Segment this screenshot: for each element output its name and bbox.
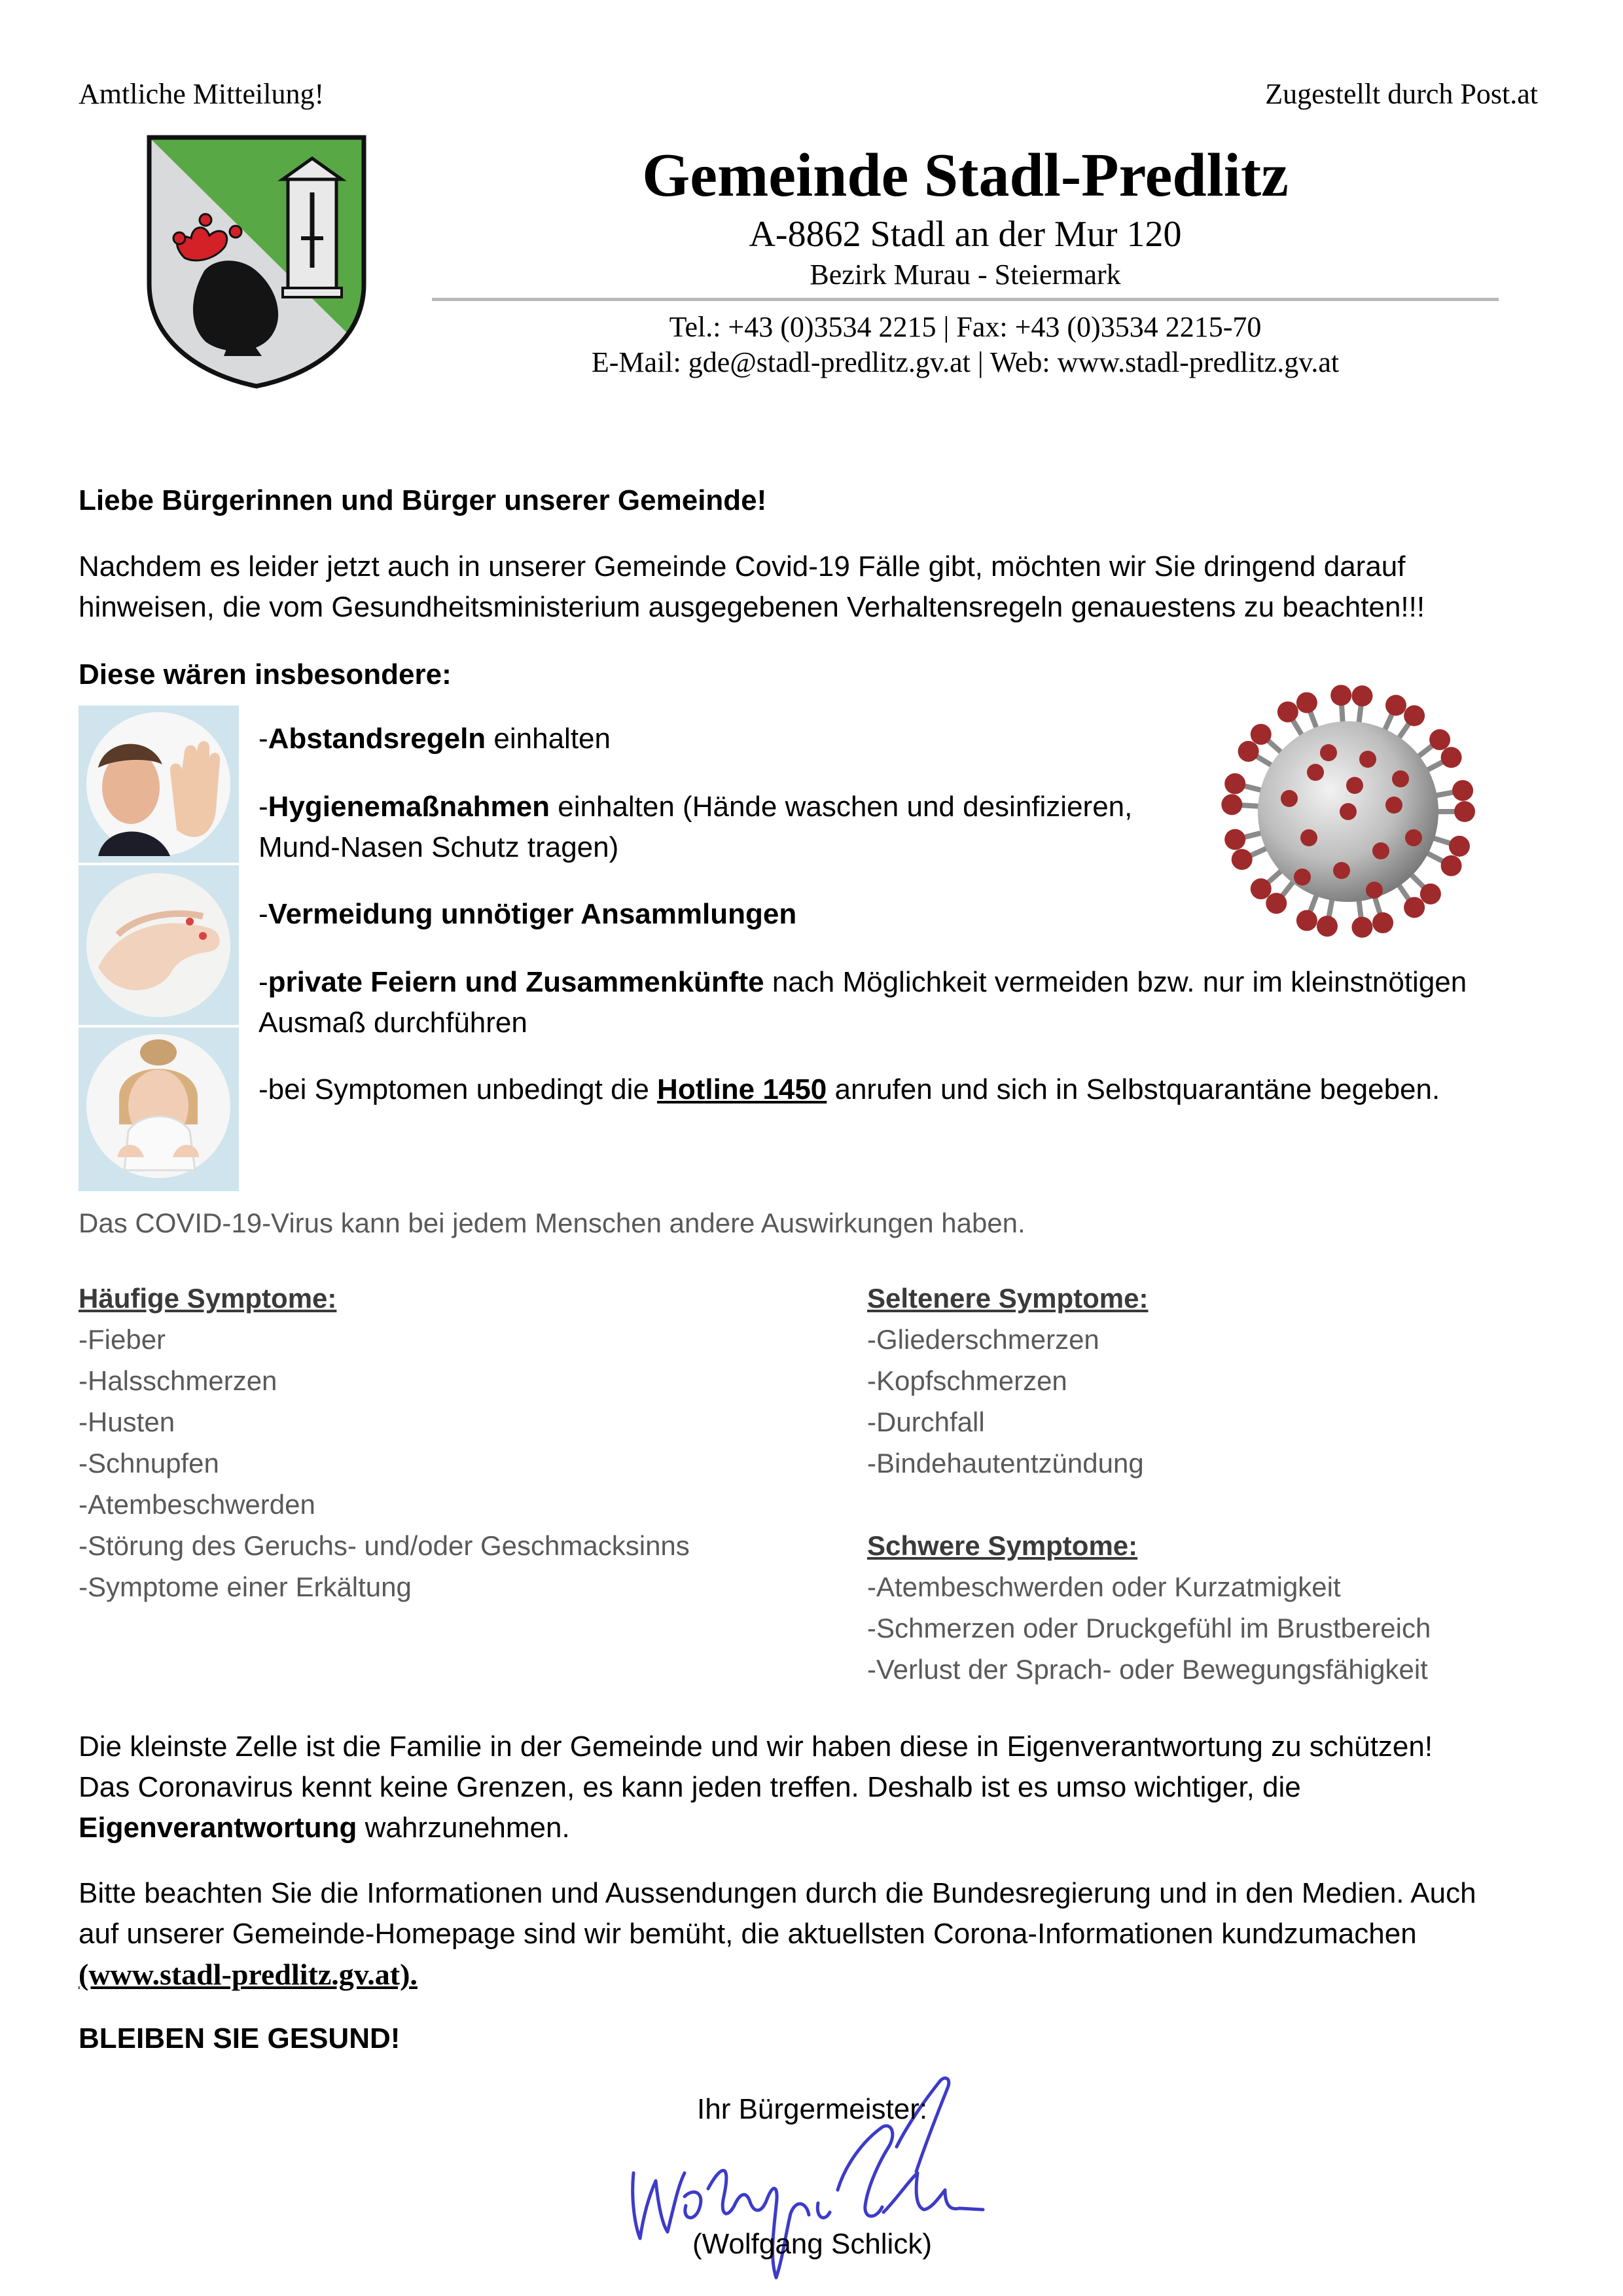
rule-keyword: Vermeidung unnötiger Ansammlungen <box>268 898 797 930</box>
rule-text-continued: Mund-Nasen Schutz tragen) <box>259 831 619 863</box>
rule-text-continued: Ausmaß durchführen <box>259 1007 527 1039</box>
coat-of-arms-icon <box>145 134 368 389</box>
symptom-item: -Atembeschwerden oder Kurzatmigkeit <box>867 1571 1341 1602</box>
hotline-text-after: anrufen und sich in Selbstquarantäne begeben. <box>827 1073 1440 1105</box>
intro-line: hinweisen, die vom Gesundheitsministerium ausgegebenen Verhaltensregeln genauestens zu beachten!!! <box>79 591 1425 623</box>
sneezing-woman-photo <box>86 1034 230 1178</box>
rule-keyword: Hygienemaßnahmen <box>268 791 550 823</box>
virus-spike-head <box>1296 692 1317 713</box>
covid-note: Das COVID-19-Virus kann bei jedem Menschen andere Auswirkungen haben. <box>79 1208 1026 1238</box>
paragraph-line: Die kleinste Zelle ist die Familie in der Gemeinde und wir haben diese in Eigenverantwortung zu schützen! <box>79 1731 1433 1763</box>
rule-keyword: private Feiern und Zusammenkünfte <box>268 966 764 998</box>
paragraph-line <box>79 1954 1610 1996</box>
rule-prefix: - <box>259 791 268 823</box>
virus-surface-protein <box>1392 770 1409 787</box>
common-symptoms-title: Häufige Symptome: <box>79 1283 337 1314</box>
rule-item <box>259 787 1567 868</box>
paragraph-line <box>79 1808 1584 1848</box>
virus-surface-protein <box>1294 869 1311 886</box>
symptom-item: -Atembeschwerden <box>79 1489 315 1520</box>
rule-text: nach Möglichkeit vermeiden bzw. nur im kleinstnötigen <box>764 966 1467 998</box>
rule-prefix: - <box>259 723 268 755</box>
rare-symptoms-title: Seltenere Symptome: <box>867 1283 1149 1314</box>
rule-prefix: - <box>259 966 268 998</box>
municipality-address: A-8862 Stadl an der Mur 120 <box>749 214 1182 255</box>
symptom-item: -Durchfall <box>867 1407 985 1437</box>
paragraph-text: wahrzunehmen. <box>357 1812 570 1844</box>
virus-spike-head <box>1330 685 1351 706</box>
hygiene-photo-strip <box>79 706 239 1191</box>
symptom-item: -Verlust der Sprach- oder Bewegungsfähigkeit <box>867 1654 1428 1685</box>
symptom-item: -Halsschmerzen <box>79 1365 277 1396</box>
symptom-item: -Kopfschmerzen <box>867 1365 1067 1396</box>
rule-text: einhalten (Hände waschen und desinfizieren, <box>550 791 1133 823</box>
hotline-rule <box>259 1069 1567 1110</box>
municipality-name: Gemeinde Stadl-Predlitz <box>642 141 1289 209</box>
intro-line: Nachdem es leider jetzt auch in unserer Gemeinde Covid-19 Fälle gibt, möchten wir Sie dringend darauf <box>79 550 1406 583</box>
symptom-item: -Schmerzen oder Druckgefühl im Brustbereich <box>867 1613 1431 1643</box>
symptom-item: -Schnupfen <box>79 1448 219 1479</box>
rule-keyword: Abstandsregeln <box>268 723 486 755</box>
homepage-link[interactable]: (www.stadl-predlitz.gv.at). <box>79 1958 418 1991</box>
rules-heading: Diese wären insbesondere: <box>79 658 452 691</box>
hand-washing-photo <box>86 873 230 1017</box>
paragraph-line: Bitte beachten Sie die Informationen und Aussendungen durch die Bundesregierung und in den Medien. Auch <box>79 1877 1476 1909</box>
intro-paragraph <box>79 547 1571 628</box>
symptom-item: -Störung des Geruchs- und/oder Geschmacksinns <box>79 1530 690 1561</box>
postal-delivery-label: Zugestellt durch Post.at <box>1265 78 1538 110</box>
hygiene-photos <box>79 706 239 1191</box>
greeting: Liebe Bürgerinnen und Bürger unserer Gemeinde! <box>79 484 767 516</box>
virus-surface-protein <box>1307 764 1324 781</box>
rule-item <box>259 962 1567 1043</box>
symptom-item: -Symptome einer Erkältung <box>79 1571 412 1602</box>
official-notice-label: Amtliche Mitteilung! <box>79 78 325 110</box>
rule-item <box>259 719 1567 759</box>
virus-spike-head <box>1385 695 1406 716</box>
rule-text: einhalten <box>486 723 611 755</box>
stop-hand-photo <box>86 712 230 856</box>
rule-item <box>259 894 1567 935</box>
common-symptoms <box>79 1278 690 1607</box>
symptom-item: -Gliederschmerzen <box>867 1324 1099 1355</box>
contact-email-web: E-Mail: gde@stadl-predlitz.gv.at | Web: www.stadl-predlitz.gv.at <box>591 346 1340 378</box>
closing-slogan: BLEIBEN SIE GESUND! <box>79 2022 401 2054</box>
family-paragraph <box>79 1727 1584 1848</box>
paragraph-line: Das Coronavirus kennt keine Grenzen, es kann jeden treffen. Deshalb ist es umso wichtiger, die <box>79 1771 1301 1803</box>
severe-symptoms <box>867 1525 1431 1690</box>
hotline-number: Hotline 1450 <box>657 1073 827 1105</box>
symptom-item: -Husten <box>79 1407 175 1437</box>
severe-symptoms-title: Schwere Symptome: <box>867 1530 1138 1561</box>
mayor-label: Ihr Bürgermeister: <box>697 2093 928 2125</box>
rare-symptoms <box>867 1278 1148 1484</box>
municipality-region: Bezirk Murau - Steiermark <box>810 259 1121 291</box>
virus-spike-head <box>1351 685 1372 706</box>
symptom-item: -Fieber <box>79 1324 166 1355</box>
symptom-item: -Bindehautentzündung <box>867 1448 1144 1479</box>
paragraph-line: auf unserer Gemeinde-Homepage sind wir bemüht, die aktuellsten Corona-Informationen kundzumachen <box>79 1918 1417 1950</box>
hotline-text-before: -bei Symptomen unbedingt die <box>259 1073 658 1105</box>
rule-prefix: - <box>259 898 268 930</box>
self-responsibility-keyword: Eigenverantwortung <box>79 1812 357 1844</box>
header-divider <box>432 298 1499 301</box>
contact-phone-fax: Tel.: +43 (0)3534 2215 | Fax: +43 (0)3534 2215-70 <box>669 311 1262 343</box>
mayor-name: (Wolfgang Schlick) <box>692 2228 932 2260</box>
information-paragraph <box>79 1873 1610 1996</box>
